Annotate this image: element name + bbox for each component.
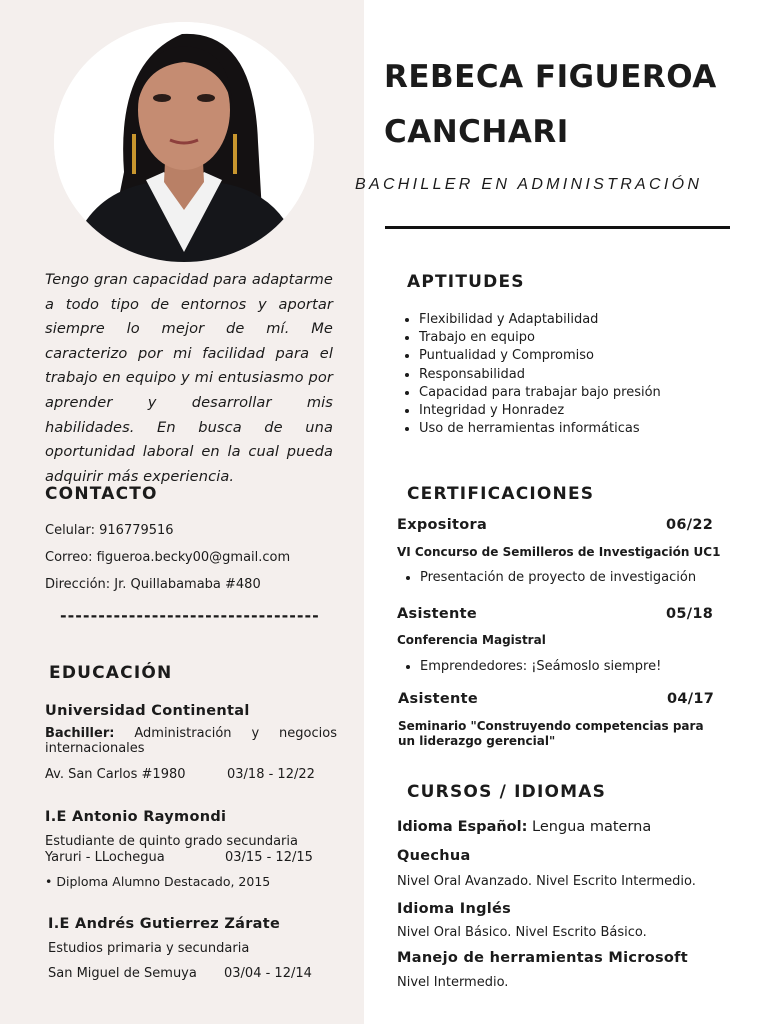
spanish-label: Idioma Español: [397, 819, 528, 835]
aptitude-item: • Uso de herramientas informáticas [419, 420, 661, 438]
microsoft-label: Manejo de herramientas Microsoft [397, 950, 689, 966]
courses-heading: CURSOS / IDIOMAS [407, 782, 607, 802]
candidate-name [384, 50, 717, 160]
english-label: Idioma Inglés [397, 901, 512, 917]
aptitude-item: • Capacidad para trabajar bajo presión [419, 384, 661, 402]
aptitudes-list [397, 311, 661, 438]
name-line-2: CANCHARI [384, 114, 569, 150]
education-location-3: San Miguel de Semuya [48, 966, 197, 981]
contact-separator: ---------------------------------- [60, 606, 320, 625]
education-location-2: Yaruri - LLochegua [45, 850, 165, 865]
profile-photo [54, 22, 314, 262]
contact-email: Correo: figueroa.becky00@gmail.com [45, 550, 291, 565]
cert-bullets-2 [398, 658, 661, 676]
education-detail-2: Estudiante de quinto grado secundaria [45, 834, 298, 849]
certifications-heading: CERTIFICACIONES [407, 484, 595, 504]
contact-address: Dirección: Jr. Quillabamaba #480 [45, 577, 261, 592]
education-school-1: Universidad Continental [45, 703, 250, 719]
quechua-value: Nivel Oral Avanzado. Nivel Escrito Intermedio. [397, 874, 696, 889]
cert-bullet: • Emprendedores: ¡Seámoslo siempre! [420, 658, 661, 676]
education-dates-1: 03/18 - 12/22 [227, 767, 315, 782]
cert-role-1: Expositora [397, 517, 488, 533]
cert-event-2: Conferencia Magistral [397, 633, 546, 647]
education-heading: EDUCACIÓN [49, 663, 173, 683]
degree-label: Bachiller: [45, 726, 115, 741]
education-dates-2: 03/15 - 12/15 [225, 850, 313, 865]
cert-role-3: Asistente [398, 691, 479, 707]
education-school-2: I.E Antonio Raymondi [45, 809, 227, 825]
cert-date-2: 05/18 [666, 606, 714, 622]
spanish-line [397, 819, 651, 835]
education-note-2: • Diploma Alumno Destacado, 2015 [45, 874, 271, 889]
microsoft-value: Nivel Intermedio. [397, 975, 509, 990]
aptitude-item: • Flexibilidad y Adaptabilidad [419, 311, 661, 329]
education-school-3: I.E Andrés Gutierrez Zárate [48, 916, 281, 932]
cert-bullets-1 [398, 569, 696, 587]
contact-phone: Celular: 916779516 [45, 523, 174, 538]
aptitude-item: • Responsabilidad [419, 366, 661, 384]
spanish-value: Lengua materna [532, 819, 652, 835]
aptitude-item: • Trabajo en equipo [419, 329, 661, 347]
aptitudes-heading: APTITUDES [407, 272, 525, 292]
english-value: Nivel Oral Básico. Nivel Escrito Básico. [397, 925, 647, 940]
contact-heading: CONTACTO [45, 484, 158, 504]
header-divider [385, 226, 730, 229]
education-detail-3: Estudios primaria y secundaria [48, 941, 250, 956]
cert-bullet: • Presentación de proyecto de investigación [420, 569, 696, 587]
cert-role-2: Asistente [397, 606, 478, 622]
quechua-label: Quechua [397, 848, 471, 864]
name-line-1: REBECA FIGUEROA [384, 59, 717, 95]
cert-event-3: Seminario "Construyendo competencias para un liderazgo gerencial" [398, 719, 704, 748]
cert-date-3: 04/17 [667, 691, 715, 707]
profile-summary: Tengo gran capacidad para adaptarme a todo tipo de entornos y aportar siempre lo mejor de mí. Me caracterizo por mi facilidad para el trabajo en equipo y mi entusiasmo por aprender y desarrollar mis habilidades. En busca de una oportunidad laboral en la cual pueda adquirir más experiencia. [45, 271, 333, 485]
education-dates-3: 03/04 - 12/14 [224, 966, 312, 981]
aptitude-item: • Puntualidad y Compromiso [419, 347, 661, 365]
cert-event-1: VI Concurso de Semilleros de Investigación UC1 [397, 545, 721, 559]
cert-date-1: 06/22 [666, 517, 714, 533]
education-location-1: Av. San Carlos #1980 [45, 767, 186, 782]
job-title: BACHILLER EN ADMINISTRACIÓN [355, 176, 703, 193]
education-degree-1 [45, 727, 337, 756]
degree-text: Administración y negocios internacionales [45, 726, 337, 756]
aptitude-item: • Integridad y Honradez [419, 402, 661, 420]
